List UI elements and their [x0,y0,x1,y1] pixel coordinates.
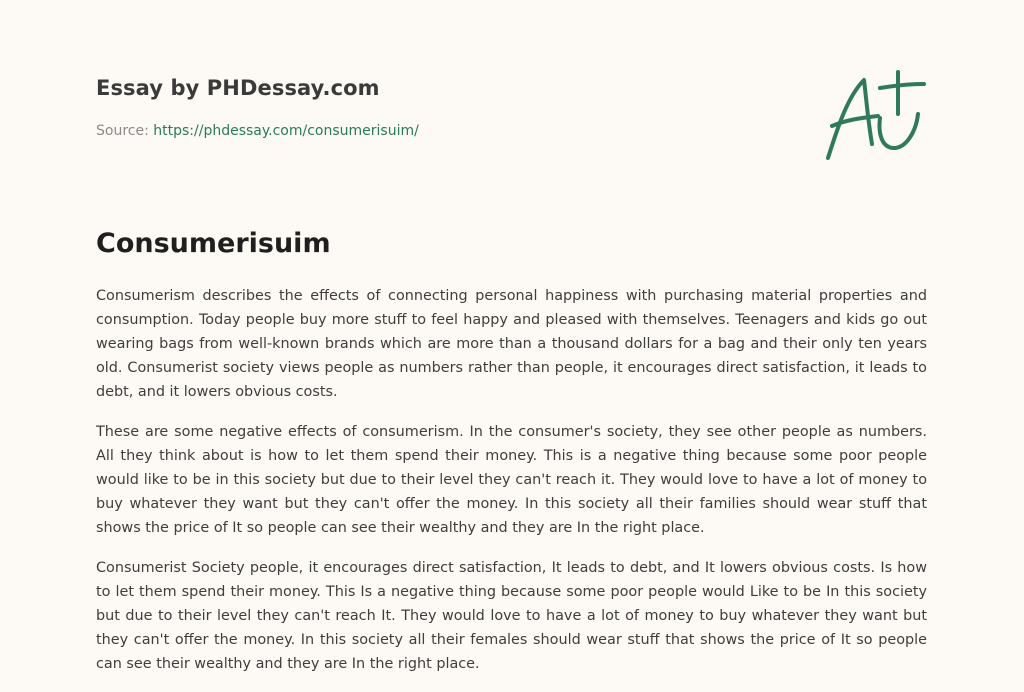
source-link[interactable]: https://phdessay.com/consumerisuim/ [153,123,419,139]
essay-title: Consumerisuim [96,228,331,259]
source-line [96,123,419,139]
site-brand: Essay by PHDessay.com [96,76,380,100]
page-header [96,76,419,139]
essay-paragraph: Consumerist Society people, it encourages direct satisfaction, It leads to debt, and It lowers obvious costs. Is how to let them spend their money. This Is a negative thing because some poor people would Like to be In this society but due to their level they can't reach It. They would love to have a lot of money to buy whatever they want but they can't offer the money. In this society all their females should wear stuff that shows the price of It so people can see their wealthy and they are In the right place. [96,560,927,672]
source-label: Source: [96,123,149,139]
a-plus-grade-icon [818,66,930,166]
essay-paragraph: Consumerism describes the effects of connecting personal happiness with purchasing material properties and consumption. Today people buy more stuff to feel happy and pleased with themselves. Teenagers and kids go out wearing bags from well-known brands which are more than a thousand dollars for a bag and their only ten years old. Consumerist society views people as numbers rather than people, it encourages direct satisfaction, it leads to debt, and it lowers obvious costs. [96,288,927,400]
essay-body [96,284,927,692]
essay-paragraph: These are some negative effects of consumerism. In the consumer's society, they see other people as numbers. All they think about is how to let them spend their money. This is a negative thing because some poor people would like to be in this society but due to their level they can't reach it. They would love to have a lot of money to buy whatever they want but they can't offer the money. In this society all their families should wear stuff that shows the price of It so people can see their wealthy and they are In the right place. [96,424,927,536]
